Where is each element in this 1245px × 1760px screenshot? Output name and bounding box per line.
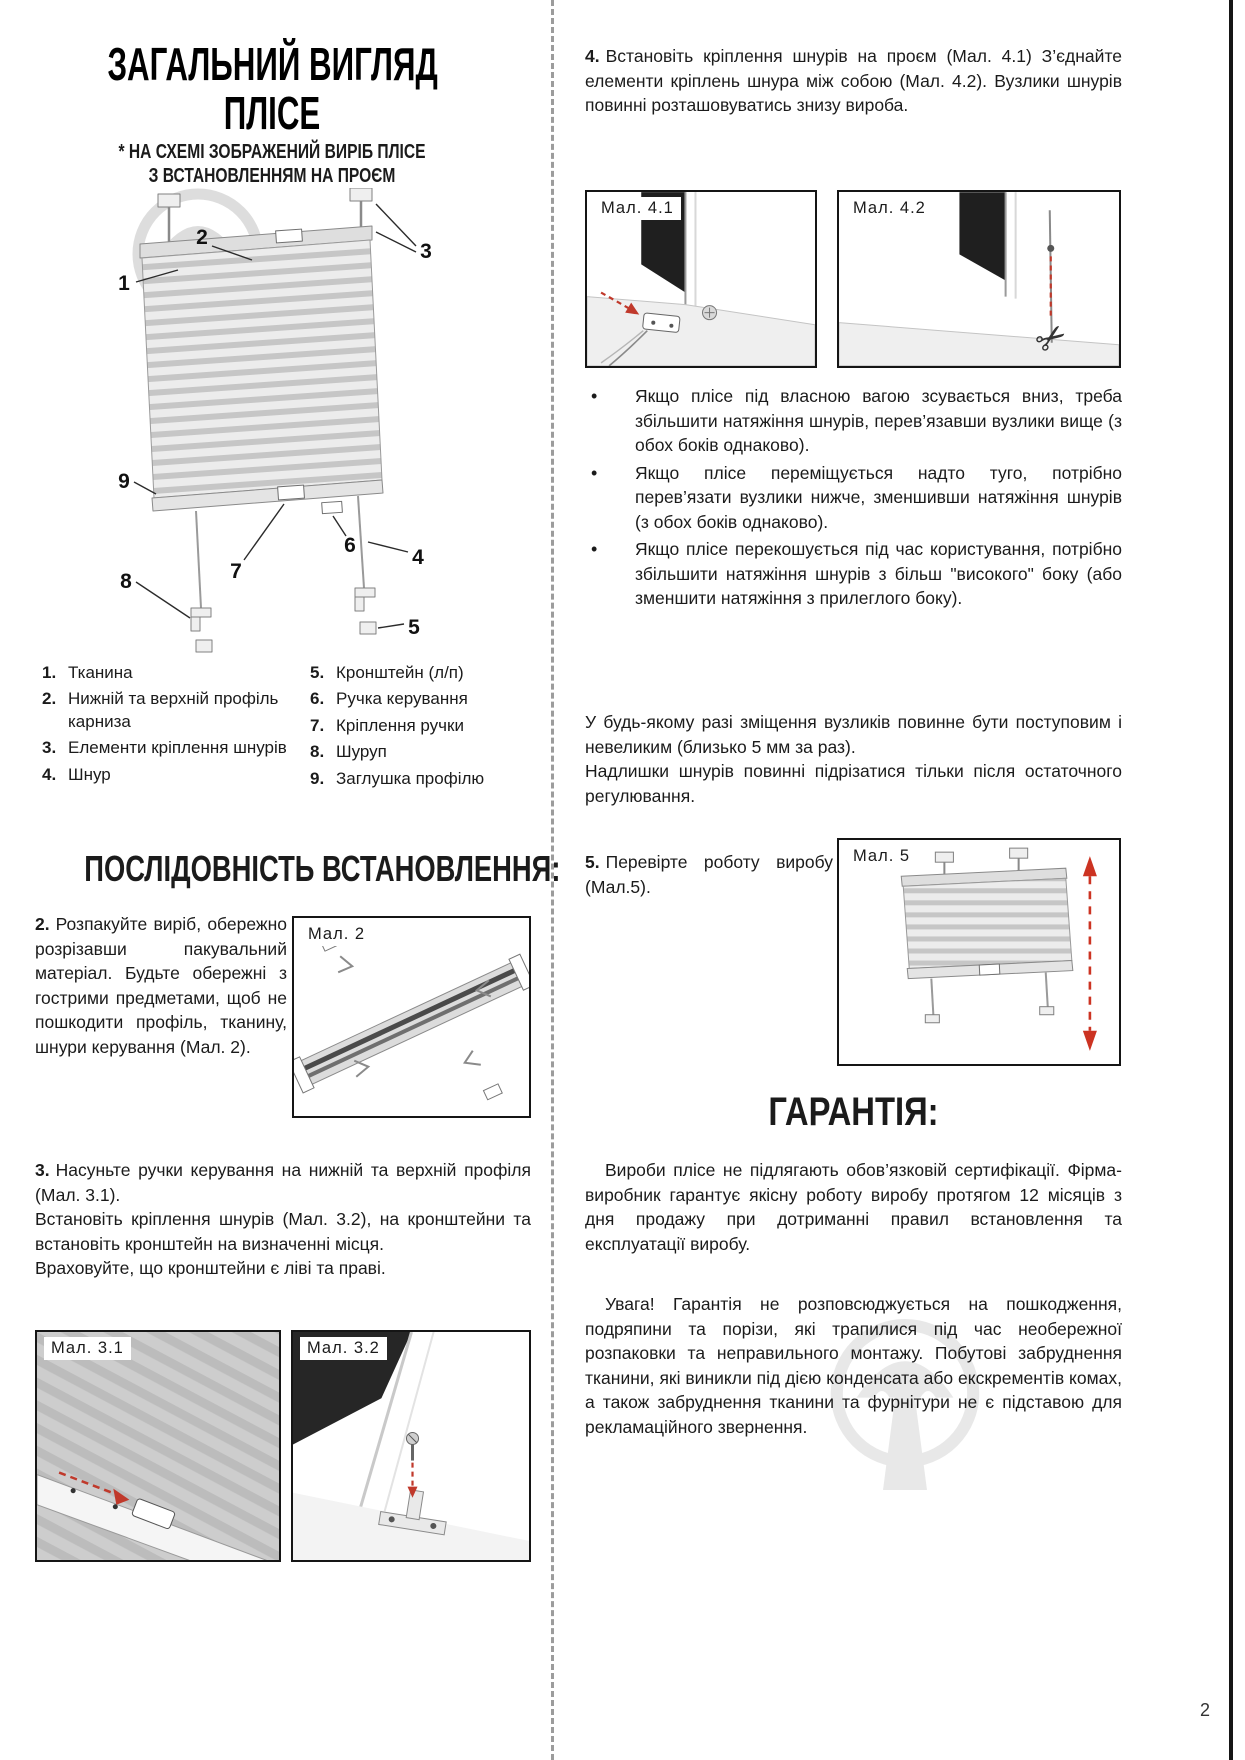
legend-num: 5. bbox=[310, 663, 325, 682]
legend-num: 2. bbox=[42, 689, 57, 709]
main-subtitle-line1: * НА СХЕМІ ЗОБРАЖЕНИЙ ВИРІБ ПЛІСЕ bbox=[118, 141, 426, 163]
bullet-icon: • bbox=[591, 386, 598, 406]
legend-num: 9. bbox=[310, 768, 325, 788]
figure-5 bbox=[837, 838, 1121, 1066]
check-operation-graphic bbox=[839, 840, 1119, 1064]
bracket-screw-graphic bbox=[293, 1332, 529, 1560]
bottom-handle bbox=[278, 485, 305, 500]
figure-3-2-label: Мал. 3.2 bbox=[300, 1337, 387, 1360]
step-4-text: Встановіть кріплення шнурів на проєм (Мал. 4.1) З’єднайте елементи кріплень шнура між собою (Мал. 4.2). Вузлики шнурів повинні розташовуватись знизу вироба. bbox=[585, 46, 1122, 115]
figure-4-2 bbox=[837, 190, 1121, 368]
main-title-line2: ПЛІСЕ bbox=[223, 86, 321, 139]
figure-2-label: Мал. 2 bbox=[301, 923, 372, 946]
overview-diagram bbox=[28, 188, 528, 666]
bullet-icon: • bbox=[591, 539, 598, 559]
step-3-text-3: Враховуйте, що кронштейни є ліві та праві. bbox=[35, 1258, 386, 1278]
legend-text: Кріплення ручки bbox=[336, 715, 464, 735]
cord-right bbox=[358, 496, 364, 588]
red-up-down-arrows-icon bbox=[1083, 856, 1097, 1051]
figure-4-1 bbox=[585, 190, 817, 368]
legend-text: Кронштейн (л/п) bbox=[336, 663, 464, 682]
legend-num: 4. bbox=[42, 764, 57, 784]
legend-item bbox=[310, 688, 534, 710]
legend-text: Шнур bbox=[68, 764, 111, 784]
step-5-paragraph bbox=[585, 850, 833, 899]
legend-item bbox=[42, 764, 310, 786]
rolled-blind-graphic bbox=[294, 918, 529, 1116]
legend-text: Тканина bbox=[68, 663, 133, 682]
figure-2 bbox=[292, 916, 531, 1118]
adjustment-bullets bbox=[585, 384, 1122, 614]
cord-bracket-left-icon bbox=[191, 608, 212, 652]
callout-4: 4 bbox=[412, 546, 424, 569]
callout-5: 5 bbox=[408, 616, 420, 639]
rolled-blind bbox=[294, 954, 529, 1093]
figure-4-1-label: Мал. 4.1 bbox=[594, 197, 681, 220]
legend-item bbox=[42, 662, 310, 684]
step-3-paragraph bbox=[35, 1158, 531, 1281]
step-3-number: 3. bbox=[35, 1160, 50, 1180]
main-title bbox=[30, 40, 514, 138]
scissors-icon: ✂ bbox=[1027, 312, 1076, 364]
bracket-knob bbox=[703, 306, 717, 320]
legend-num: 7. bbox=[310, 715, 325, 735]
page-number: 2 bbox=[1200, 1700, 1211, 1720]
step-2-paragraph bbox=[35, 912, 287, 1059]
legend-item bbox=[310, 741, 534, 763]
top-bracket-right-icon bbox=[350, 188, 372, 230]
bullet-text: Якщо плісе під власною вагою зсувається вниз, треба збільшити натяжіння шнурів, перев’язавши вузлики вище (з обох боків однаково). bbox=[635, 386, 1122, 455]
legend-text: Шуруп bbox=[336, 742, 387, 762]
figure-3-1 bbox=[35, 1330, 281, 1562]
step-5-number: 5. bbox=[585, 852, 600, 872]
clip-hole bbox=[651, 321, 655, 325]
callout-3: 3 bbox=[420, 240, 432, 263]
warranty-paragraph-1: Вироби плісе не підлягають обов’язковій сертифікації. Фірма-виробник гарантує якісну роботу виробу протягом 12 місяців з дня продажу при дотриманні правил встановлення та експлуатації виробу. bbox=[585, 1160, 1122, 1254]
legend-num: 3. bbox=[42, 738, 57, 758]
note-paragraph-2: Надлишки шнурів повинні підрізатися тільки після остаточного регулювання. bbox=[585, 761, 1122, 806]
figure-3-2 bbox=[291, 1330, 531, 1562]
legend-text: Елементи кріплення шнурів bbox=[68, 738, 287, 758]
adjustment-note bbox=[585, 710, 1122, 808]
legend-num: 8. bbox=[310, 742, 325, 762]
step-4-number: 4. bbox=[585, 46, 600, 66]
legend-text: Ручка керування bbox=[336, 689, 468, 709]
callout-8: 8 bbox=[120, 570, 132, 593]
legend-text: Заглушка профілю bbox=[336, 768, 485, 788]
callout-6: 6 bbox=[344, 534, 356, 557]
page-edge-line bbox=[1229, 0, 1233, 1760]
legend-item bbox=[310, 715, 534, 737]
bullet-item bbox=[585, 384, 1122, 458]
step-3-text-2: Встановіть кріплення шнурів (Мал. 3.2), на кронштейни та встановіть кронштейн на визначенні місця. bbox=[35, 1209, 531, 1254]
bullet-icon: • bbox=[591, 462, 598, 483]
figure-5-label: Мал. 5 bbox=[846, 845, 917, 868]
warranty-title: ГАРАНТІЯ: bbox=[768, 1090, 939, 1134]
step-5-text: Перевірте роботу виробу (Мал.5). bbox=[585, 852, 833, 897]
cord-bracket-right-icon bbox=[355, 588, 376, 634]
step-4-paragraph bbox=[585, 44, 1122, 118]
step-2-text: Розпакуйте виріб, обережно розрізавши пакувальний матеріал. Будьте обережні з гострими предметами, щоб не пошкодити профіль, тканину, шнури керування (Мал. 2). bbox=[35, 914, 287, 1057]
pleated-blind-graphic bbox=[140, 188, 383, 652]
legend-num: 1. bbox=[42, 663, 57, 682]
warranty-paragraph-2: Увага! Гарантія не розповсюджується на пошкодження, подряпини та порізи, які трапилися під час необережної розпаковки та неправильного монтажу. Побутові забруднення тканини, які виникли під дією конденсата або екскрементів комах, а також забруднення тканини та фурнітури не є підставою для рекламаційного звернення. bbox=[585, 1294, 1122, 1437]
legend-item bbox=[310, 662, 534, 684]
bullet-item bbox=[585, 537, 1122, 611]
legend-item bbox=[310, 768, 534, 790]
clip-hole bbox=[669, 324, 673, 328]
callout-1: 1 bbox=[118, 272, 130, 295]
mini-blind bbox=[901, 848, 1073, 1023]
legend-column-2 bbox=[310, 662, 534, 794]
pleated-blind-overview-graphic bbox=[28, 188, 528, 666]
install-sequence-title: ПОСЛІДОВНІСТЬ ВСТАНОВЛЕННЯ: bbox=[84, 848, 561, 889]
bullet-text: Якщо плісе перекошується під час користування, потрібно збільшити натяжіння шнурів з більш "високого" боку (або зменшити натяжіння з прилеглого боку). bbox=[635, 539, 1122, 608]
legend-text: Нижній та верхній профіль карниза bbox=[68, 689, 279, 731]
main-subtitle bbox=[30, 140, 514, 188]
top-handle bbox=[276, 229, 303, 243]
figure-4-2-label: Мал. 4.2 bbox=[846, 197, 933, 220]
step-3-text-1: Насуньте ручки керування на нижній та верхній профіля (Мал. 3.1). bbox=[35, 1160, 531, 1205]
step-2-number: 2. bbox=[35, 914, 50, 934]
legend-column-1 bbox=[42, 662, 310, 794]
main-title-line1: ЗАГАЛЬНИЙ ВИГЛЯД bbox=[107, 38, 438, 90]
callout-2: 2 bbox=[196, 226, 208, 249]
figure-3-1-label: Мал. 3.1 bbox=[44, 1337, 131, 1360]
main-subtitle-line2: З ВСТАНОВЛЕННЯМ НА ПРОЄМ bbox=[148, 165, 396, 187]
legend-item bbox=[42, 688, 310, 733]
cord-left bbox=[196, 511, 201, 608]
legend-item bbox=[42, 737, 310, 759]
bullet-text: Якщо плісе переміщується надто туго, потрібно перев’язати вузлики нижче, зменшивши натяжіння шнурів (з обох боків однаково). bbox=[635, 462, 1122, 532]
handle-clip bbox=[322, 501, 343, 513]
legend bbox=[42, 662, 534, 794]
fabric bbox=[142, 240, 382, 498]
callout-7: 7 bbox=[230, 560, 242, 583]
callout-9: 9 bbox=[118, 470, 130, 493]
bullet-item bbox=[585, 461, 1122, 535]
note-paragraph-1: У будь-якому разі зміщення вузликів повинне бути поступовим і невеликим (близько 5 мм за раз). bbox=[585, 712, 1122, 757]
cord-clip bbox=[643, 313, 681, 333]
legend-num: 6. bbox=[310, 689, 325, 709]
handle-mounting-graphic bbox=[37, 1332, 279, 1560]
